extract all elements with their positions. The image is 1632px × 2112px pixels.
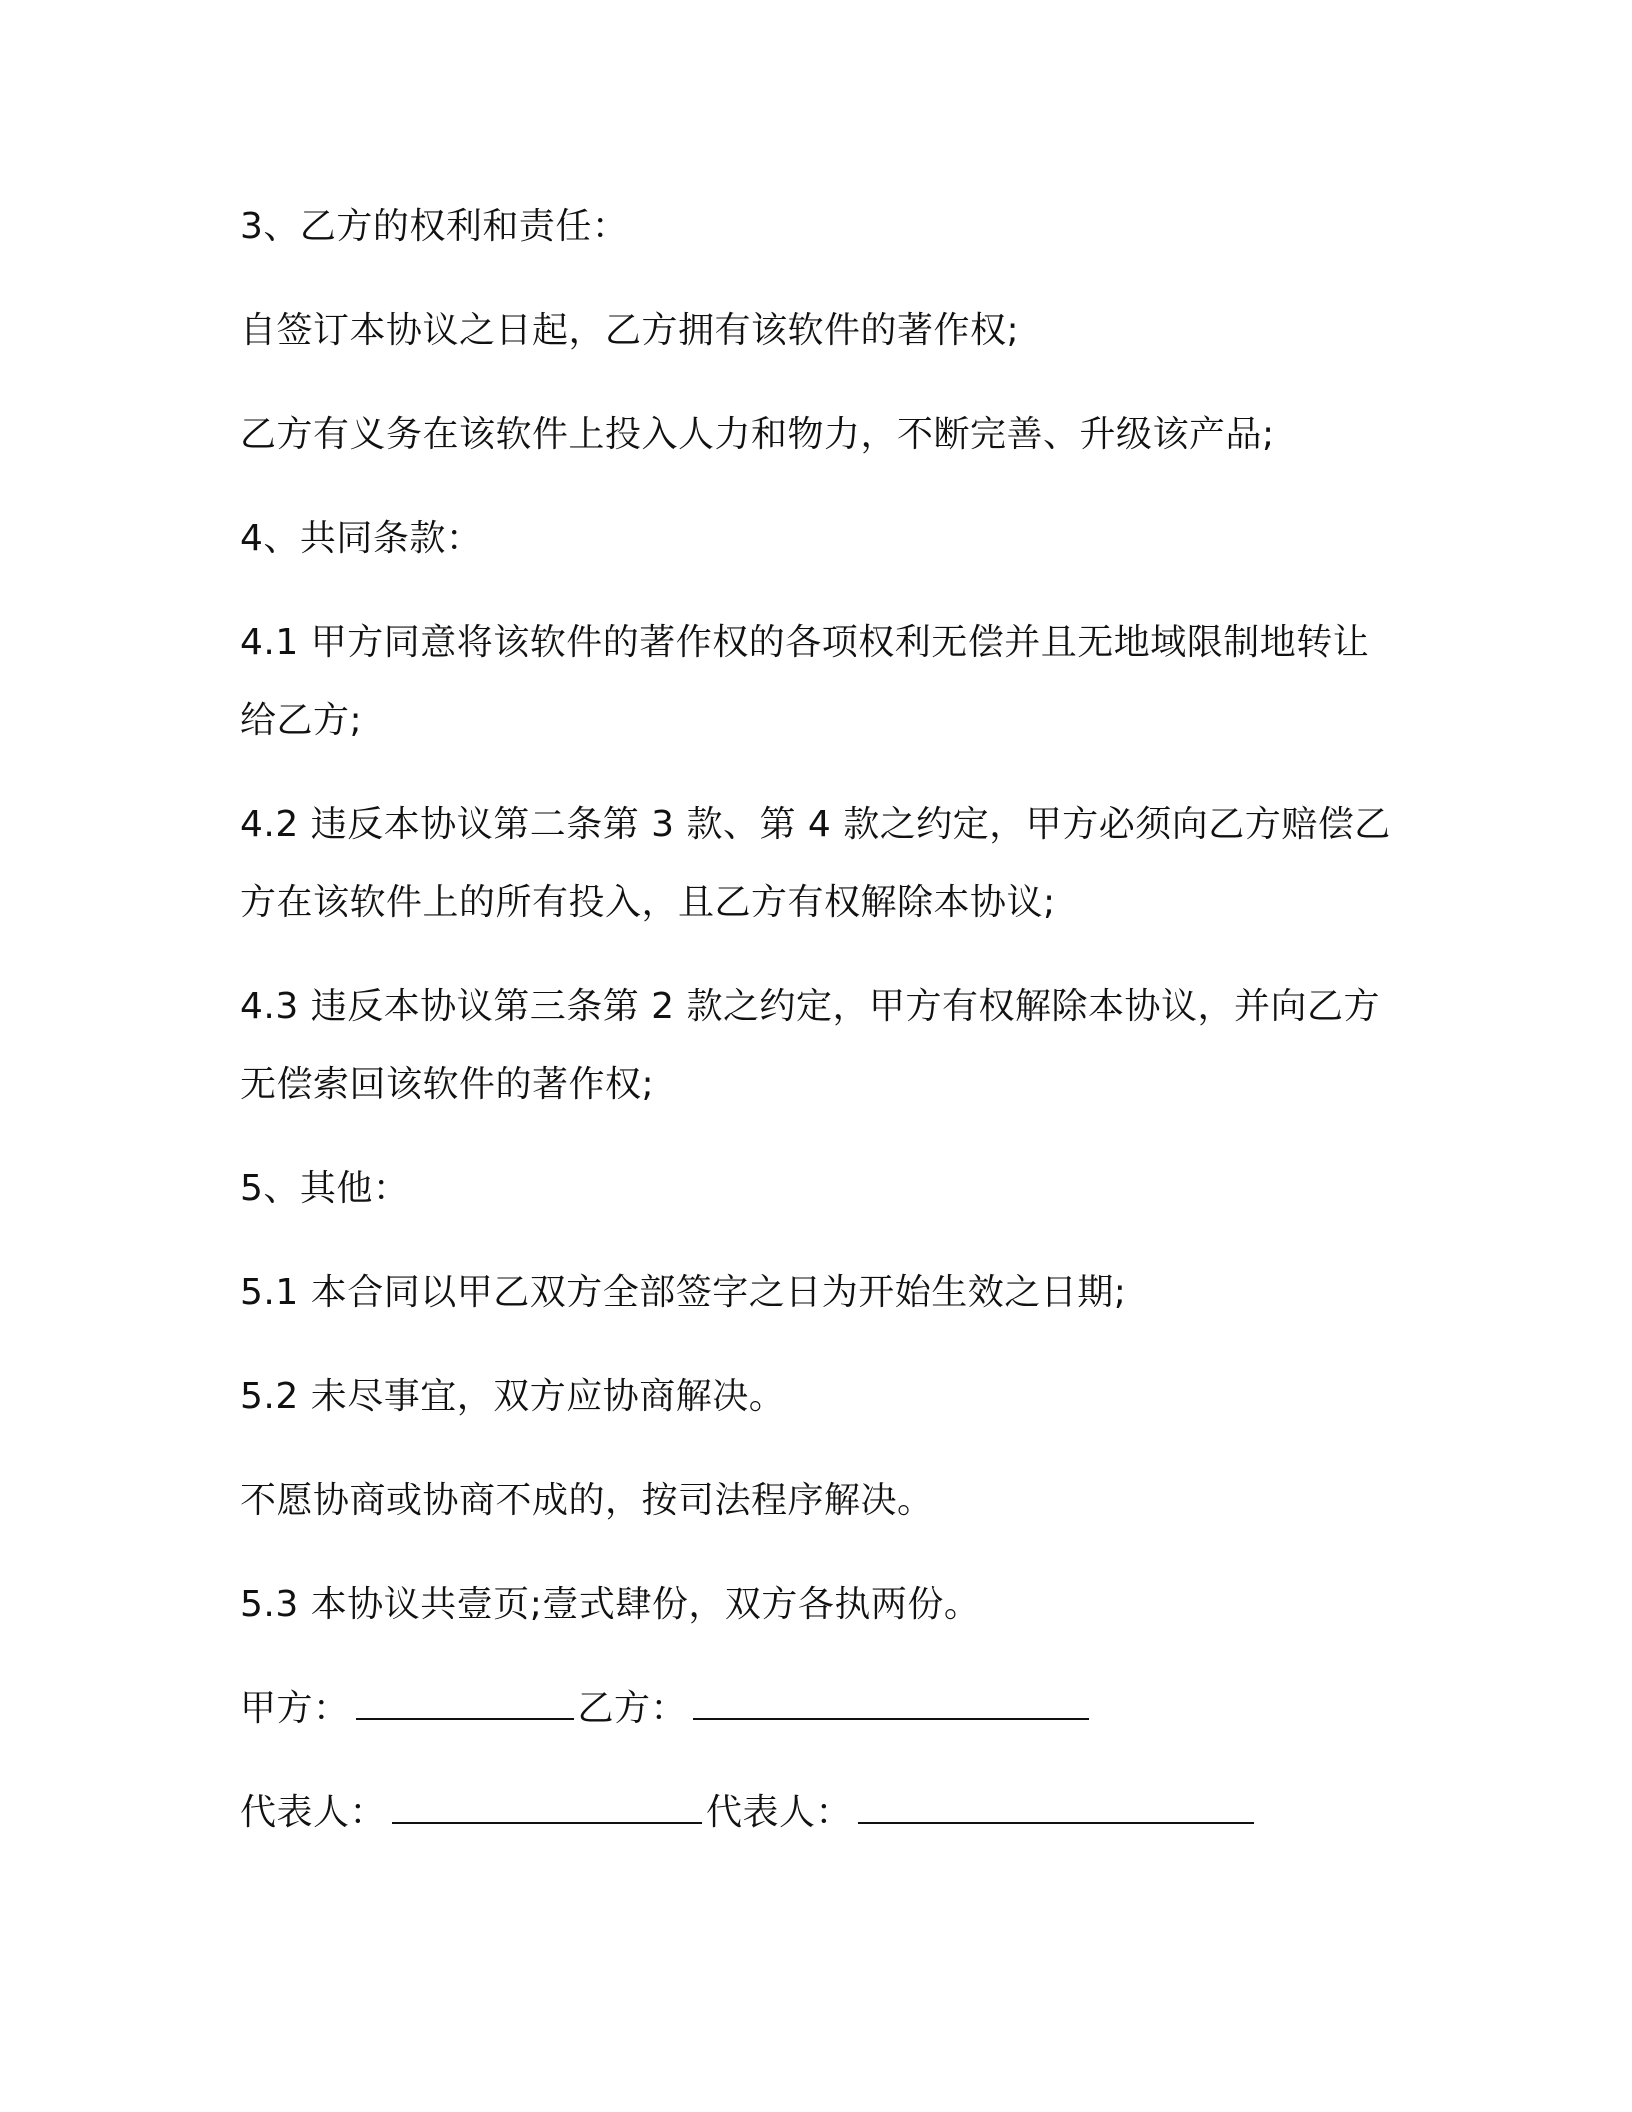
- signature-row-parties: [240, 1670, 1400, 1748]
- rep-a-label: 代表人：: [240, 1792, 387, 1833]
- party-a-label: 甲方：: [240, 1688, 350, 1729]
- signature-row-representatives: [240, 1774, 1400, 1852]
- party-b-signature-line[interactable]: [693, 1684, 1089, 1720]
- section-5-heading: 5、其他：: [240, 1168, 410, 1209]
- rep-b-label: 代表人：: [706, 1792, 853, 1833]
- section-4-heading: 4、共同条款：: [240, 518, 483, 559]
- rep-b-signature-line[interactable]: [858, 1788, 1254, 1824]
- party-a-signature-line[interactable]: [356, 1684, 574, 1720]
- clause-5-2-continued: 不愿协商或协商不成的，按司法程序解决。: [240, 1480, 934, 1521]
- section-3-heading: 3、乙方的权利和责任：: [240, 206, 629, 247]
- clause-5-1: 5.1 本合同以甲乙双方全部签字之日为开始生效之日期;: [240, 1272, 1127, 1313]
- clause-3-2: 乙方有义务在该软件上投入人力和物力，不断完善、升级该产品;: [240, 414, 1275, 455]
- clause-4-2: 4.2 违反本协议第二条第 3 款、第 4 款之约定，甲方必须向乙方赔偿乙方在该软件上的所有投入，且乙方有权解除本协议;: [240, 804, 1391, 923]
- clause-4-1: 4.1 甲方同意将该软件的著作权的各项权利无偿并且无地域限制地转让给乙方;: [240, 622, 1370, 741]
- clause-4-3: 4.3 违反本协议第三条第 2 款之约定，甲方有权解除本协议，并向乙方无偿索回该软件的著作权;: [240, 986, 1380, 1105]
- clause-5-3: 5.3 本协议共壹页;壹式肆份，双方各执两份。: [240, 1584, 981, 1625]
- document-body: [240, 188, 1400, 1878]
- rep-a-signature-line[interactable]: [392, 1788, 702, 1824]
- clause-3-1: 自签订本协议之日起，乙方拥有该软件的著作权;: [240, 310, 1020, 351]
- clause-5-2: 5.2 未尽事宜，双方应协商解决。: [240, 1376, 786, 1417]
- party-b-label: 乙方：: [577, 1688, 688, 1729]
